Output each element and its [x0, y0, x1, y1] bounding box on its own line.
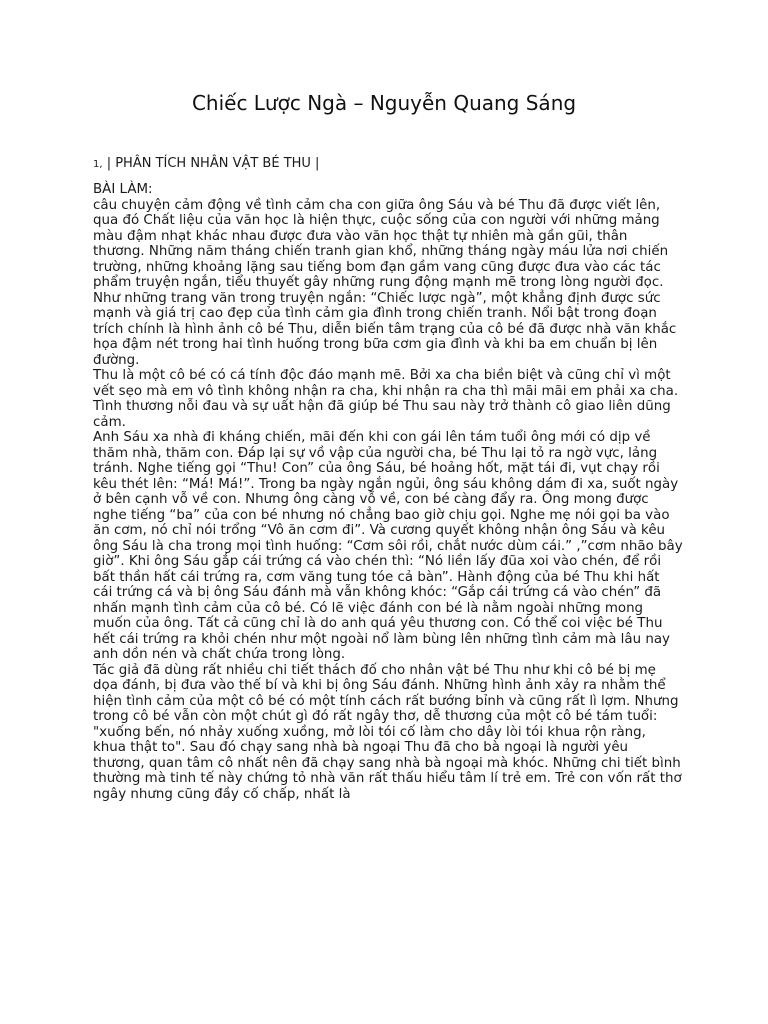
section-heading-text: | PHÂN TÍCH NHÂN VẬT BÉ THU |: [106, 156, 320, 171]
document-title: Chiếc Lược Ngà – Nguyễn Quang Sáng: [191, 91, 577, 115]
body-paragraph: Anh Sáu xa nhà đi kháng chiến, mãi đến khi con gái lên tám tuổi ông mới có dịp về thăm nhà, thăm con. Đáp lại sự vồ vập của người cha, bé Thu lại tỏ ra ngờ vực, lảng tránh. Nghe tiếng gọi “Thu! Con” của ông Sáu, bé hoảng hốt, mặt tái đi, vụt chạy rồi kêu thét lên: “Má! Má!”. Trong ba ngày ngắn ngủi, ông sáu không dám đi xa, suốt ngày ở bên cạnh vỗ về con. Nhưng ông càng vỗ về, con bé càng đẩy ra. Ông mong được nghe tiếng “ba” của con bé nhưng nó chẳng bao giờ chịu gọi. Nghe mẹ nói gọi ba vào ăn cơm, nó chỉ nói trổng “Vô ăn cơm đi”. Và cương quyết không nhận ông Sáu và kêu ông Sáu là cha trong mọi tình huống: “Cơm sôi rồi, chắt nước dùm cái.” ,”cơm nhão bây giờ”. Khi ông Sáu gắp cái trứng cá vào chén thì: “Nó liền lấy đũa xoi vào chén, để rồi bất thần hất cái trứng ra, cơm văng tung tóe cả bàn”. Hành động của bé Thu khi hất cái trứng cá và bị ông Sáu đánh mà vẫn không khóc: “Gắp cái trứng cá vào chén” đã nhấn mạnh tình cảm của cô bé. Có lẽ việc đánh con bé là nằm ngoài những mong muốn của ông. Tất cả cũng chỉ là do anh quá yêu thương con. Có thể coi việc bé Thu hết cái trứng ra khỏi chén như một ngoài nổ làm bùng lên những tình cảm mà lâu nay anh dồn nén và chất chứa trong lòng.: [93, 430, 683, 662]
section-heading: [93, 154, 319, 175]
document-body: [93, 182, 683, 802]
body-paragraph: câu chuyện cảm động về tình cảm cha con giữa ông Sáu và bé Thu đã được viết lên, qua đó Chất liệu của văn học là hiện thực, cuộc sống của con người với những mảng màu đậm nhạt khác nhau được đưa vào văn học thật tự nhiên mà gần gũi, thân thương. Những năm tháng chiến tranh gian khổ, những tháng ngày máu lửa nơi chiến trường, những khoảng lặng sau tiếng bom đạn gầm vang cũng được đưa vào các tác phẩm truyện ngắn, tiểu thuyết gây những rung động mạnh mẽ trong lòng người đọc.: [93, 197, 669, 290]
body-paragraph: Tác giả đã dùng rất nhiều chi tiết thách đố cho nhân vật bé Thu như khi cô bé bị mẹ dọa đánh, bị đưa vào thế bí và khi bị ông Sáu đánh. Những hình ảnh xảy ra nhằm thể hiện tình cảm của một cô bé có một tính cách rất bướng bỉnh và cũng rất lì lợm. Nhưng trong cô bé vẫn còn một chút gì đó rất ngây thơ, dễ thương của một cô bé tám tuổi: "xuống bến, nó nhảy xuống xuồng, mở lòi tói cố làm cho dây lòi tói khua rộn ràng, khua thật to". Sau đó chạy sang nhà bà ngoại Thu đã cho bà ngoại là người yêu thương, quan tâm cô nhất nên đã chạy sang nhà bà ngoại mà khóc. Những chi tiết bình thường mà tinh tế này chứng tỏ nhà văn rất thấu hiểu tâm lí trẻ em. Trẻ con vốn rất thơ ngây nhưng cũng đầy cố chấp, nhất là: [93, 662, 682, 802]
body-paragraph: Thu là một cô bé có cá tính độc đáo mạnh mẽ. Bởi xa cha biền biệt và cũng chỉ vì một vết sẹo mà em vô tình không nhận ra cha, khi nhận ra cha thì mãi mãi em phải xa cha. Tình thương nỗi đau và sự uất hận đã giúp bé Thu sau này trở thành cô giao liên dũng cảm.: [93, 368, 679, 430]
essay-label: BÀI LÀM:: [93, 182, 153, 197]
section-number: 1,: [93, 159, 103, 170]
body-paragraph: Như những trang văn trong truyện ngắn: “Chiếc lược ngà”, một khẳng định được sức mạnh và giá trị cao đẹp của tình cảm gia đình trong chiến tranh. Nổi bật trong đoạn trích chính là hình ảnh cô bé Thu, diễn biến tâm trạng của cô bé đã được nhà văn khắc họa đậm nét trong hai tình huống trong bữa cơm gia đình và khi ba em chuẩn bị lên đường.: [93, 290, 677, 368]
